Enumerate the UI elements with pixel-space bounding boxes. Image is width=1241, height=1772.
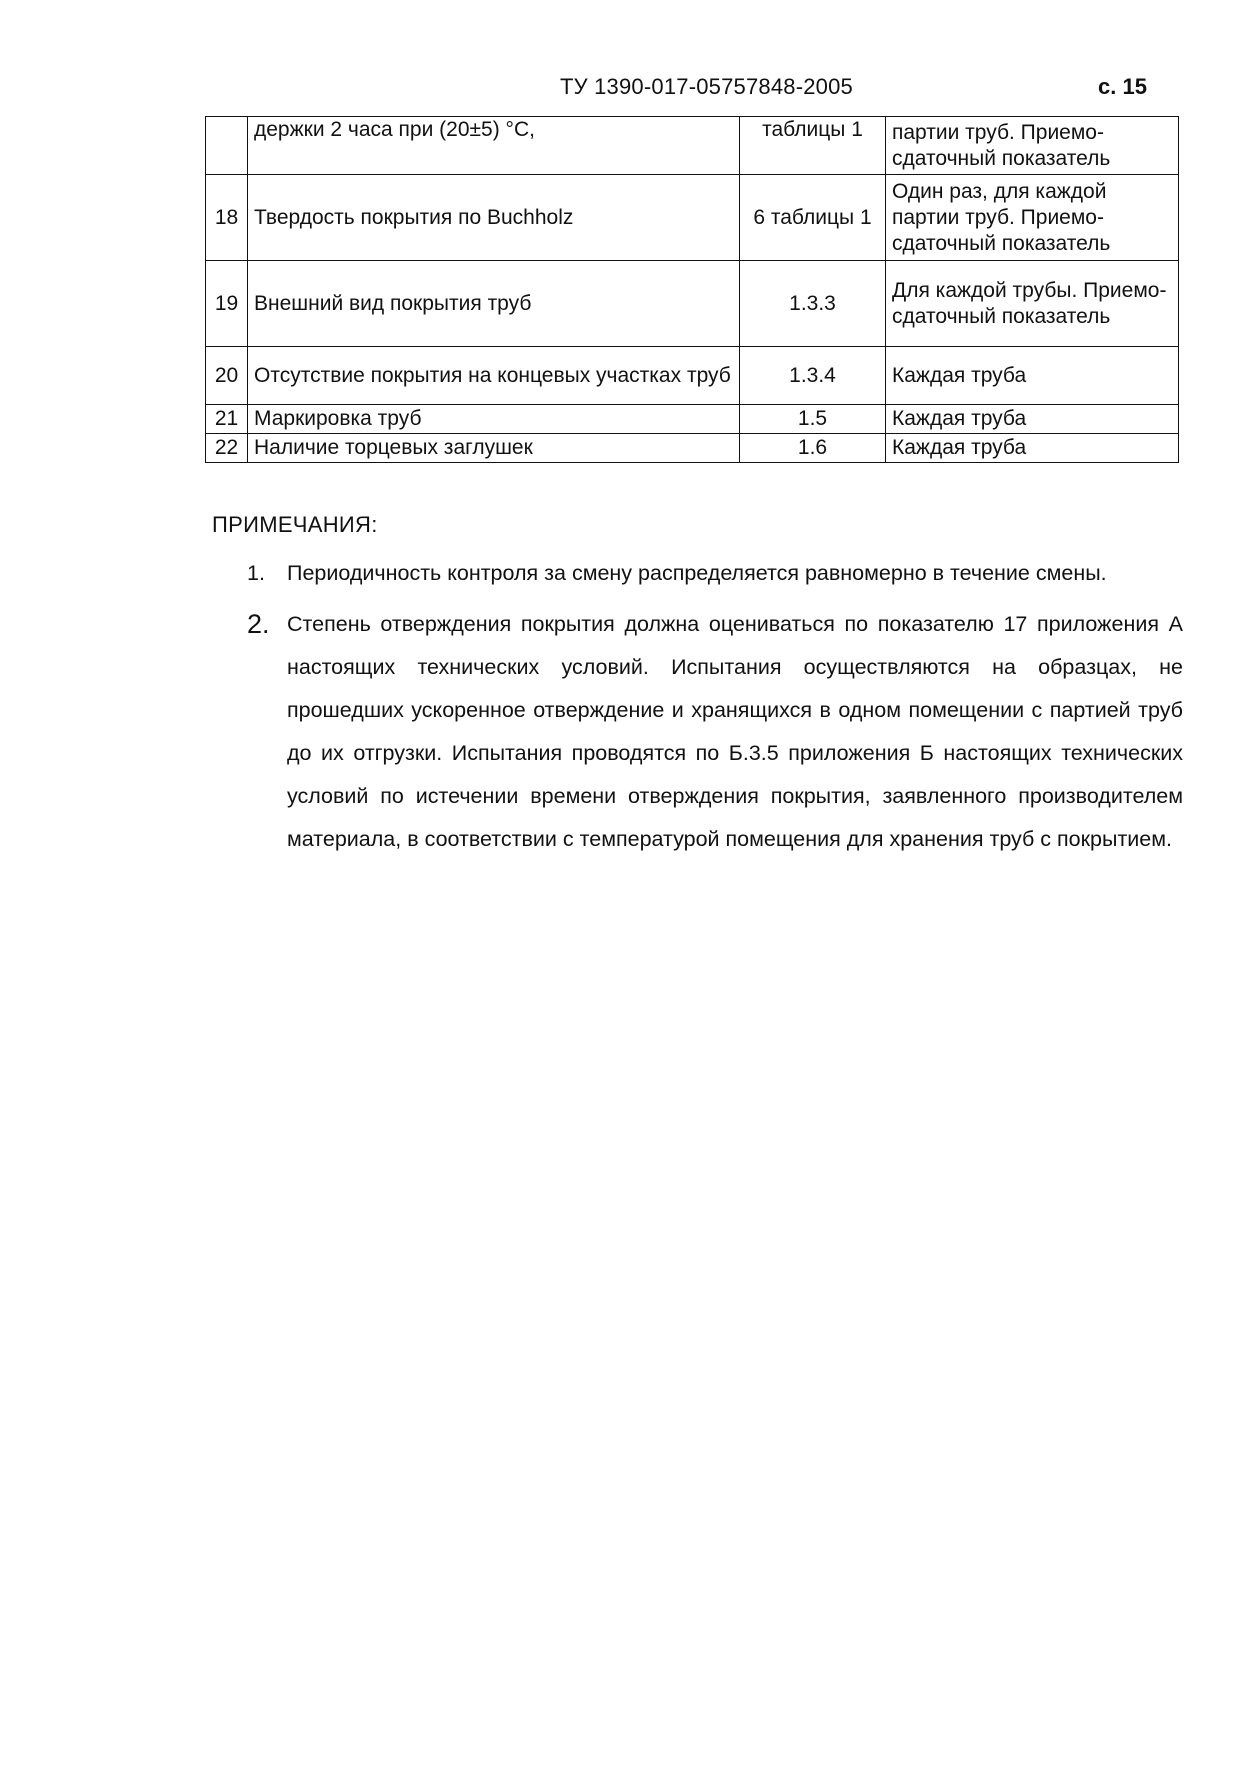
row-number: 20 (206, 347, 248, 405)
control-frequency: Каждая труба (886, 405, 1179, 434)
page-header (0, 74, 1241, 106)
control-frequency: партии труб. Приемо-сдаточный показатель (886, 117, 1179, 175)
note-item (243, 603, 1183, 861)
reference: 6 таблицы 1 (740, 175, 886, 261)
reference: 1.5 (740, 405, 886, 434)
row-number: 21 (206, 405, 248, 434)
control-frequency: Для каждой трубы. Приемо-сдаточный показатель (886, 261, 1179, 347)
notes-list (243, 552, 1183, 861)
control-frequency: Каждая труба (886, 347, 1179, 405)
row-number (206, 117, 248, 175)
note-text: Степень отверждения покрытия должна оцениваться по показателю 17 приложения А настоящих технических условий. Испытания осуществляются на образцах, не прошедших ускоренное отверждение и хранящихся в одном помещении с партией труб до их отгрузки. Испытания проводятся по Б.3.5 приложения Б настоящих технических условий по истечении времени отверждения покрытия, заявленного производителем материала, в соответствии с температурой помещения для хранения труб с покрытием. (287, 612, 1183, 851)
table-row (206, 434, 1179, 463)
table-row (206, 405, 1179, 434)
row-number: 22 (206, 434, 248, 463)
note-number: 2. (247, 609, 270, 639)
control-frequency: Один раз, для каждой партии труб. Приемо-сдаточный показатель (886, 175, 1179, 261)
notes-title: ПРИМЕЧАНИЯ: (212, 512, 378, 537)
page-number: с. 15 (1098, 74, 1147, 99)
document-code: ТУ 1390-017-05757848-2005 (560, 74, 853, 99)
indicator-name: Маркировка труб (248, 405, 740, 434)
indicator-name: держки 2 часа при (20±5) °С, (248, 117, 740, 175)
reference: таблицы 1 (740, 117, 886, 175)
indicator-name: Твердость покрытия по Buchholz (248, 175, 740, 261)
reference: 1.6 (740, 434, 886, 463)
indicator-name: Внешний вид покрытия труб (248, 261, 740, 347)
row-number: 19 (206, 261, 248, 347)
note-text: Периодичность контроля за смену распределяется равномерно в течение смены. (287, 561, 1107, 585)
indicator-name: Отсутствие покрытия на концевых участках труб (248, 347, 740, 405)
reference: 1.3.3 (740, 261, 886, 347)
reference: 1.3.4 (740, 347, 886, 405)
table-row (206, 117, 1179, 175)
table-row (206, 175, 1179, 261)
table-row (206, 261, 1179, 347)
indicator-name: Наличие торцевых заглушек (248, 434, 740, 463)
note-item (243, 552, 1183, 595)
table-row (206, 347, 1179, 405)
control-table (205, 116, 1179, 463)
note-number: 1. (247, 561, 265, 585)
control-frequency: Каждая труба (886, 434, 1179, 463)
row-number: 18 (206, 175, 248, 261)
